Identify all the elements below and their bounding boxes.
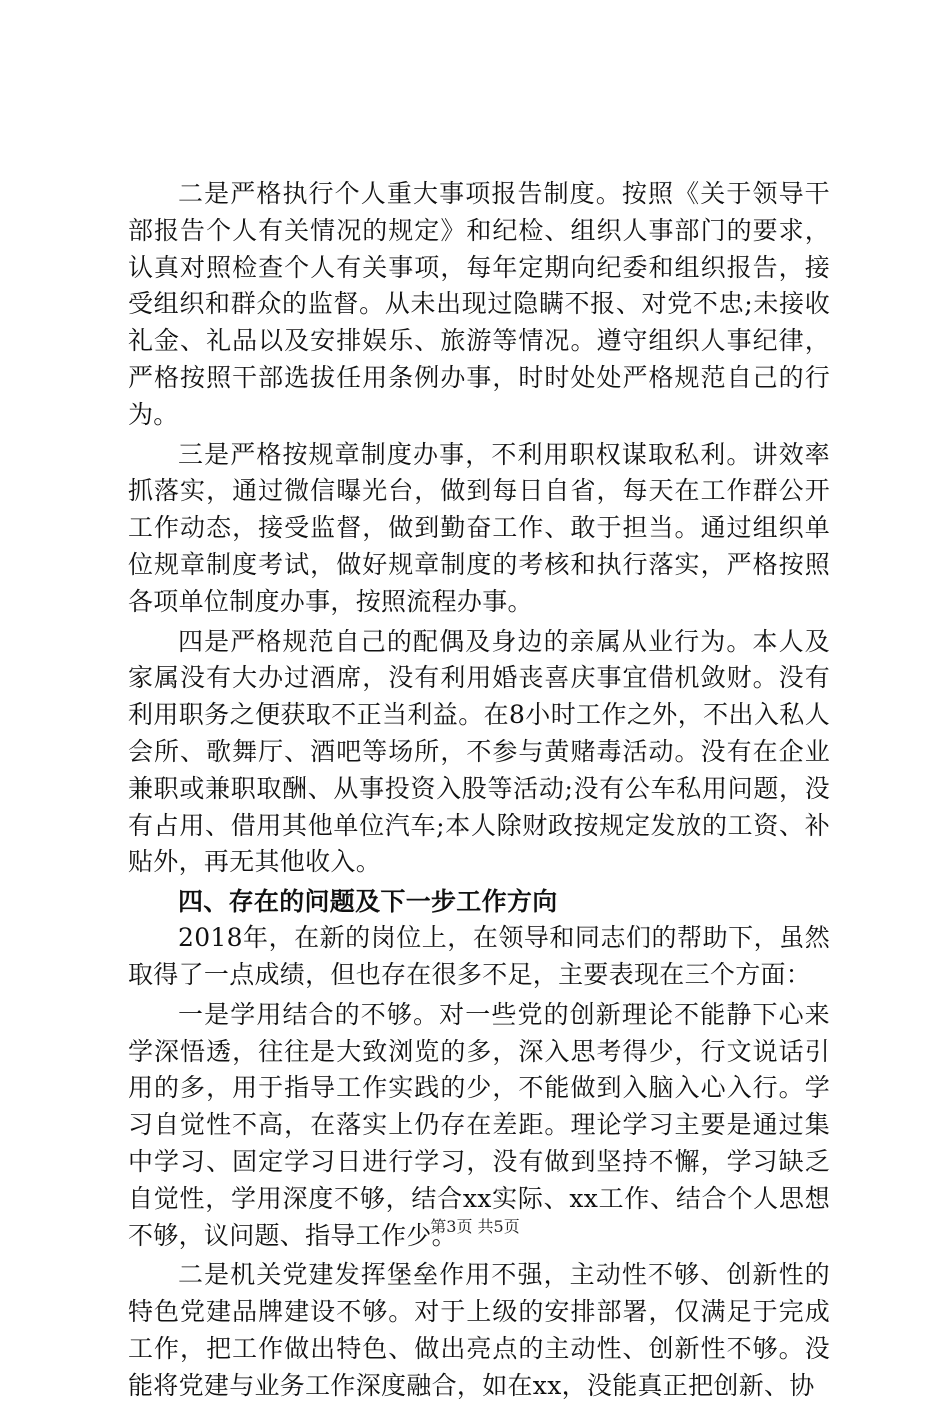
section-heading-problems: 四、存在的问题及下一步工作方向 — [178, 887, 558, 917]
paragraph-2018-summary: 2018年，在新的岗位上，在领导和同志们的帮助下，虽然取得了一点成绩，但也存在很多不足，主要表现在三个方面： — [128, 923, 830, 989]
paragraph-study-application: 一是学用结合的不够。对一些党的创新理论不能静下心来学深悟透，往往是大致浏览的多，深入思考得少，行文说话引用的多，用于指导工作实践的少，不能做到入脑入心入行。学习自觉性不高，在落实上仍存在差距。理论学习主要是通过集中学习、固定学习日进行学习，没有做到坚持不懈，学习缺乏自觉性，学用深度不够，结合xx实际、xx工作、结合个人思想不够，议问题、指导工作少。 — [128, 999, 830, 1250]
paragraph-rules-compliance: 三是严格按规章制度办事，不利用职权谋取私利。讲效率抓落实，通过微信曝光台，做到每日自省，每天在工作群公开工作动态，接受监督，做到勤奋工作、敢于担当。通过组织单位规章制度考试，做好规章制度的考核和执行落实，严格按照各项单位制度办事，按照流程办事。 — [128, 439, 830, 616]
paragraph-family-conduct: 四是严格规范自己的配偶及身边的亲属从业行为。本人及家属没有大办过酒席，没有利用婚丧喜庆事宜借机敛财。没有利用职务之便获取不正当利益。在8小时工作之外，不出入私人会所、歌舞厅、酒吧等场所，不参与黄赌毒活动。没有在企业兼职或兼职取酬、从事投资入股等活动;没有公车私用问题，没有占用、借用其他单位汽车;本人除财政按规定发放的工资、补贴外，再无其他收入。 — [128, 626, 830, 877]
page-number-footer: 第3页 共5页 — [430, 1217, 520, 1236]
paragraph-personal-matters-report: 二是严格执行个人重大事项报告制度。按照《关于领导干部报告个人有关情况的规定》和纪检、组织人事部门的要求，认真对照检查个人有关事项，每年定期向纪委和组织报告，接受组织和群众的监督。从未出现过隐瞒不报、对党不忠;未接收礼金、礼品以及安排娱乐、旅游等情况。遵守组织人事纪律，严格按照干部选拔任用条例办事，时时处处严格规范自己的行为。 — [128, 179, 830, 429]
paragraph-party-building: 二是机关党建发挥堡垒作用不强，主动性不够、创新性的特色党建品牌建设不够。对于上级的安排部署，仅满足于完成工作，把工作做出特色、做出亮点的主动性、创新性不够。没能将党建与业务工作深度融合，如在xx，没能真正把创新、协 — [128, 1260, 830, 1400]
